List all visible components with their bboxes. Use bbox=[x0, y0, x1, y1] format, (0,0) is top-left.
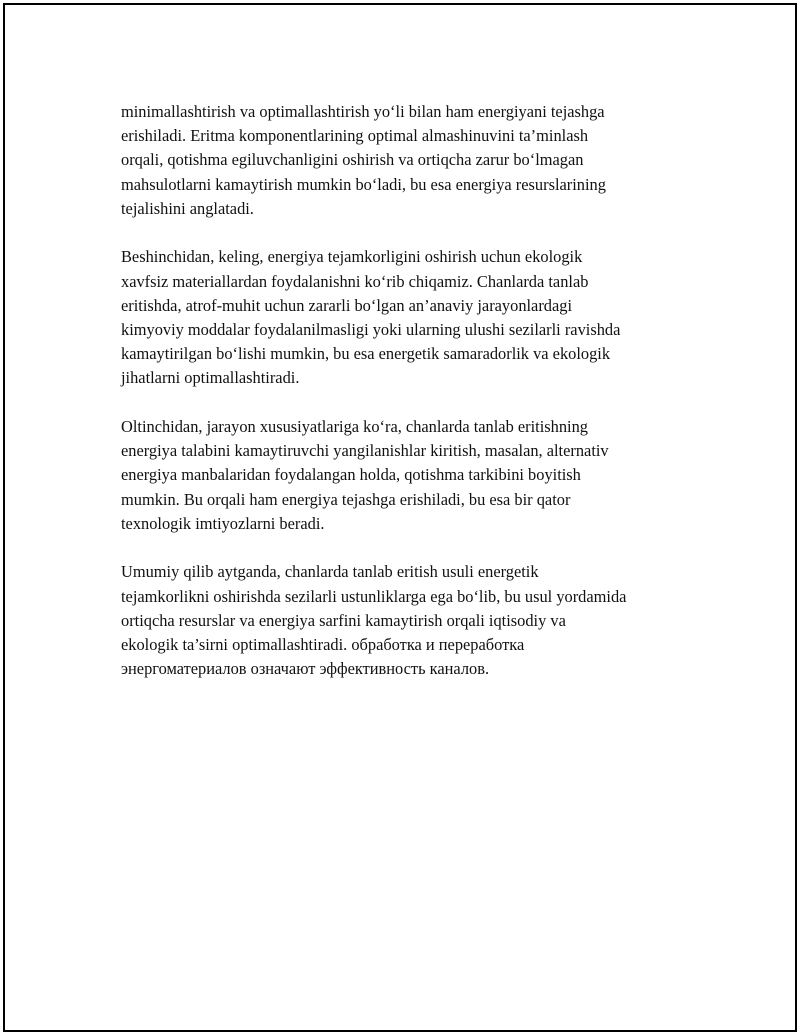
text-line: Beshinchidan, keling, energiya tejamkorligini oshirish uchun ekologik bbox=[121, 247, 583, 267]
text-line: Oltinchidan, jarayon xususiyatlariga ko‘ra, chanlarda tanlab eritishning bbox=[121, 417, 588, 437]
page-frame bbox=[3, 3, 797, 1032]
text-line: ortiqcha resurslar va energiya sarfini kamaytirish orqali iqtisodiy va bbox=[121, 610, 566, 630]
text-line: mahsulotlarni kamaytirish mumkin bo‘ladi, bu esa energiya resurslarining bbox=[121, 174, 606, 194]
text-line: энергоматериалов означают эффективность каналов. bbox=[121, 659, 490, 679]
text-line: tejamkorlikni oshirishda sezilarli ustunliklarga ega bo‘lib, bu usul yordamida bbox=[121, 586, 627, 606]
text-line: jihatlarni optimallashtiradi. bbox=[121, 368, 300, 388]
text-line: energiya manbalaridan foydalangan holda, qotishma tarkibini boyitish bbox=[121, 465, 581, 485]
paragraph-4 bbox=[121, 560, 701, 681]
text-line: ekologik ta’sirni optimallashtiradi. обработка и переработка bbox=[121, 635, 525, 655]
text-line: kimyoviy moddalar foydalanilmasligi yoki ularning ulushi sezilarli ravishda bbox=[121, 320, 621, 340]
text-line: tejalishini anglatadi. bbox=[121, 198, 254, 218]
text-line: orqali, qotishma egiluvchanligini oshirish va ortiqcha zarur bo‘lmagan bbox=[121, 150, 584, 170]
text-line: Umumiy qilib aytganda, chanlarda tanlab eritish usuli energetik bbox=[121, 562, 539, 582]
text-line: xavfsiz materiallardan foydalanishni ko‘rib chiqamiz. Chanlarda tanlab bbox=[121, 271, 589, 291]
text-line: energiya talabini kamaytiruvchi yangilanishlar kiritish, masalan, alternativ bbox=[121, 441, 609, 461]
paragraph-3 bbox=[121, 415, 701, 536]
paragraph-1 bbox=[121, 100, 701, 221]
text-line: texnologik imtiyozlarni beradi. bbox=[121, 513, 325, 533]
paragraph-2 bbox=[121, 245, 701, 390]
text-line: eritishda, atrof-muhit uchun zararli bo‘lgan an’anaviy jarayonlardagi bbox=[121, 295, 573, 315]
text-line: kamaytirilgan bo‘lishi mumkin, bu esa energetik samaradorlik va ekologik bbox=[121, 344, 611, 364]
text-line: erishiladi. Eritma komponentlarining optimal almashinuvini ta’minlash bbox=[121, 126, 589, 146]
text-line: minimallashtirish va optimallashtirish yo‘li bilan ham energiyani tejashga bbox=[121, 102, 605, 121]
text-line: mumkin. Bu orqali ham energiya tejashga erishiladi, bu esa bir qator bbox=[121, 489, 571, 509]
document-body bbox=[121, 100, 701, 706]
